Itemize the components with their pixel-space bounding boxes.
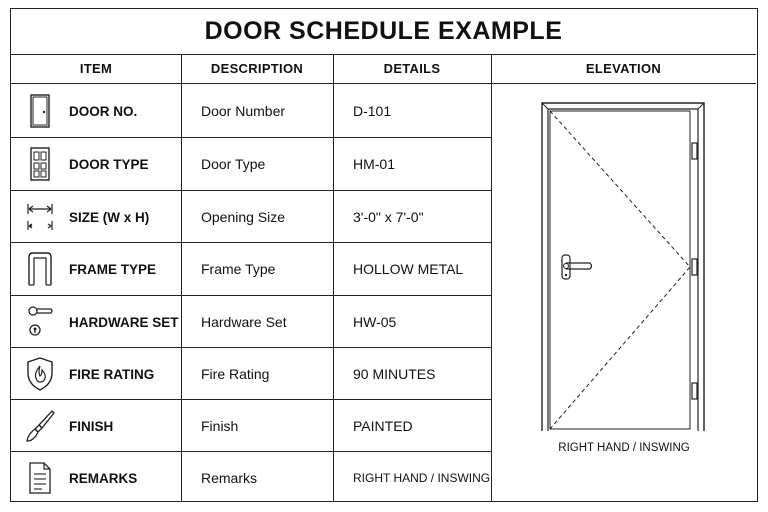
elevation-caption: RIGHT HAND / INSWING	[558, 442, 690, 454]
table-row	[11, 85, 491, 137]
table-row	[11, 191, 491, 243]
door-elevation	[492, 85, 756, 502]
description-cell: Opening Size	[201, 209, 286, 225]
details-cell: D-101	[353, 103, 392, 119]
item-label: SIZE (W x H)	[69, 209, 150, 225]
frame-icon	[11, 243, 69, 295]
details-cell: 90 MINUTES	[353, 366, 436, 382]
description-cell: Door Type	[201, 156, 266, 172]
document-icon	[11, 452, 69, 504]
table-row	[11, 452, 491, 504]
paintbrush-icon	[11, 400, 69, 452]
table-row	[11, 296, 491, 348]
header-description: DESCRIPTION	[181, 54, 333, 84]
item-label: HARDWARE SET	[69, 314, 179, 330]
item-label: FIRE RATING	[69, 366, 155, 382]
header-details: DETAILS	[333, 54, 491, 84]
table-row	[11, 243, 491, 295]
item-label: DOOR NO.	[69, 103, 138, 119]
fire-shield-icon	[11, 348, 69, 400]
details-cell: 3'-0" x 7'-0"	[353, 209, 424, 225]
description-cell: Frame Type	[201, 261, 276, 277]
details-cell: HOLLOW METAL	[353, 261, 464, 277]
item-label: REMARKS	[69, 470, 138, 486]
item-label: FINISH	[69, 418, 114, 434]
header-item: ITEM	[11, 54, 181, 84]
details-cell: HW-05	[353, 314, 397, 330]
details-cell: PAINTED	[353, 418, 413, 434]
description-cell: Door Number	[201, 103, 286, 119]
description-cell: Hardware Set	[201, 314, 287, 330]
dimension-icon	[11, 191, 69, 243]
door-icon	[11, 85, 69, 137]
door-schedule-sheet	[10, 8, 758, 502]
details-cell: RIGHT HAND / INSWING	[353, 471, 491, 485]
lever-lock-icon	[11, 296, 69, 348]
page-title: DOOR SCHEDULE EXAMPLE	[11, 9, 756, 55]
door-elevation-drawing	[492, 85, 756, 435]
details-cell: HM-01	[353, 156, 396, 172]
description-cell: Fire Rating	[201, 366, 270, 382]
description-cell: Finish	[201, 418, 239, 434]
table-row	[11, 138, 491, 190]
item-label: FRAME TYPE	[69, 261, 157, 277]
table-row	[11, 400, 491, 452]
item-label: DOOR TYPE	[69, 156, 149, 172]
table-row	[11, 348, 491, 400]
header-elevation: ELEVATION	[491, 54, 756, 84]
description-cell: Remarks	[201, 470, 258, 486]
panel-door-icon	[11, 138, 69, 190]
